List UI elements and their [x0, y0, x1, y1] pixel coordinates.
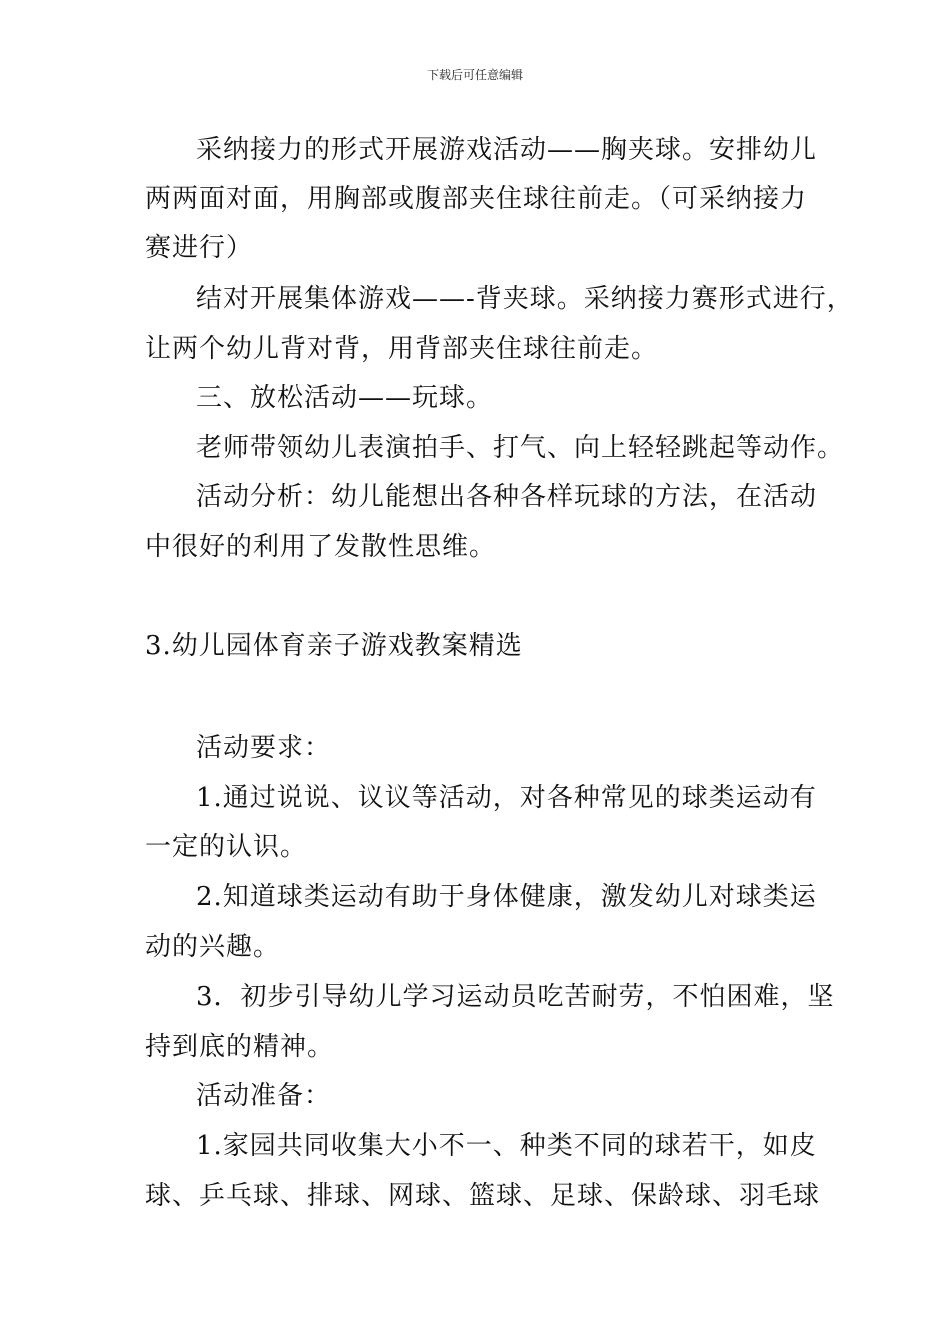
list-item-continuation: 持到底的精神。	[145, 1032, 335, 1062]
paragraph-line: 中很好的利用了发散性思维。	[145, 532, 497, 562]
section-heading: 活动准备：	[196, 1081, 332, 1111]
section-heading: 三、放松活动——玩球。	[196, 383, 494, 413]
page-header-note: 下载后可任意编辑	[426, 68, 523, 82]
paragraph-line: 两两面对面，用胸部或腹部夹住球往前走。（可采纳接力	[145, 184, 808, 214]
paragraph-line: 活动分析：幼儿能想出各种各样玩球的方法，在活动	[196, 482, 818, 512]
list-item-continuation: 一定的认识。	[145, 832, 308, 862]
paragraph-line: 老师带领幼儿表演拍手、打气、向上轻轻跳起等动作。	[196, 433, 845, 463]
list-item-continuation: 球、乒乓球、排球、网球、篮球、足球、保龄球、羽毛球	[145, 1181, 821, 1211]
paragraph-line: 让两个幼儿背对背，用背部夹住球往前走。	[145, 334, 659, 364]
list-item: 3．初步引导幼儿学习运动员吃苦耐劳，不怕困难，坚	[196, 982, 835, 1012]
list-item-continuation: 动的兴趣。	[145, 932, 281, 962]
paragraph-line: 赛进行）	[145, 233, 254, 263]
paragraph-line: 采纳接力的形式开展游戏活动——胸夹球。安排幼儿	[196, 135, 818, 165]
paragraph-line: 结对开展集体游戏——-背夹球。采纳接力赛形式进行，	[196, 284, 854, 314]
document-title: 3.幼儿园体育亲子游戏教案精选	[145, 631, 523, 661]
section-heading: 活动要求：	[196, 733, 332, 763]
list-item: 1.家园共同收集大小不一、种类不同的球若干，如皮	[196, 1131, 817, 1161]
list-item: 1.通过说说、议议等活动，对各种常见的球类运动有	[196, 783, 817, 813]
list-item: 2.知道球类运动有助于身体健康，激发幼儿对球类运	[196, 882, 817, 912]
